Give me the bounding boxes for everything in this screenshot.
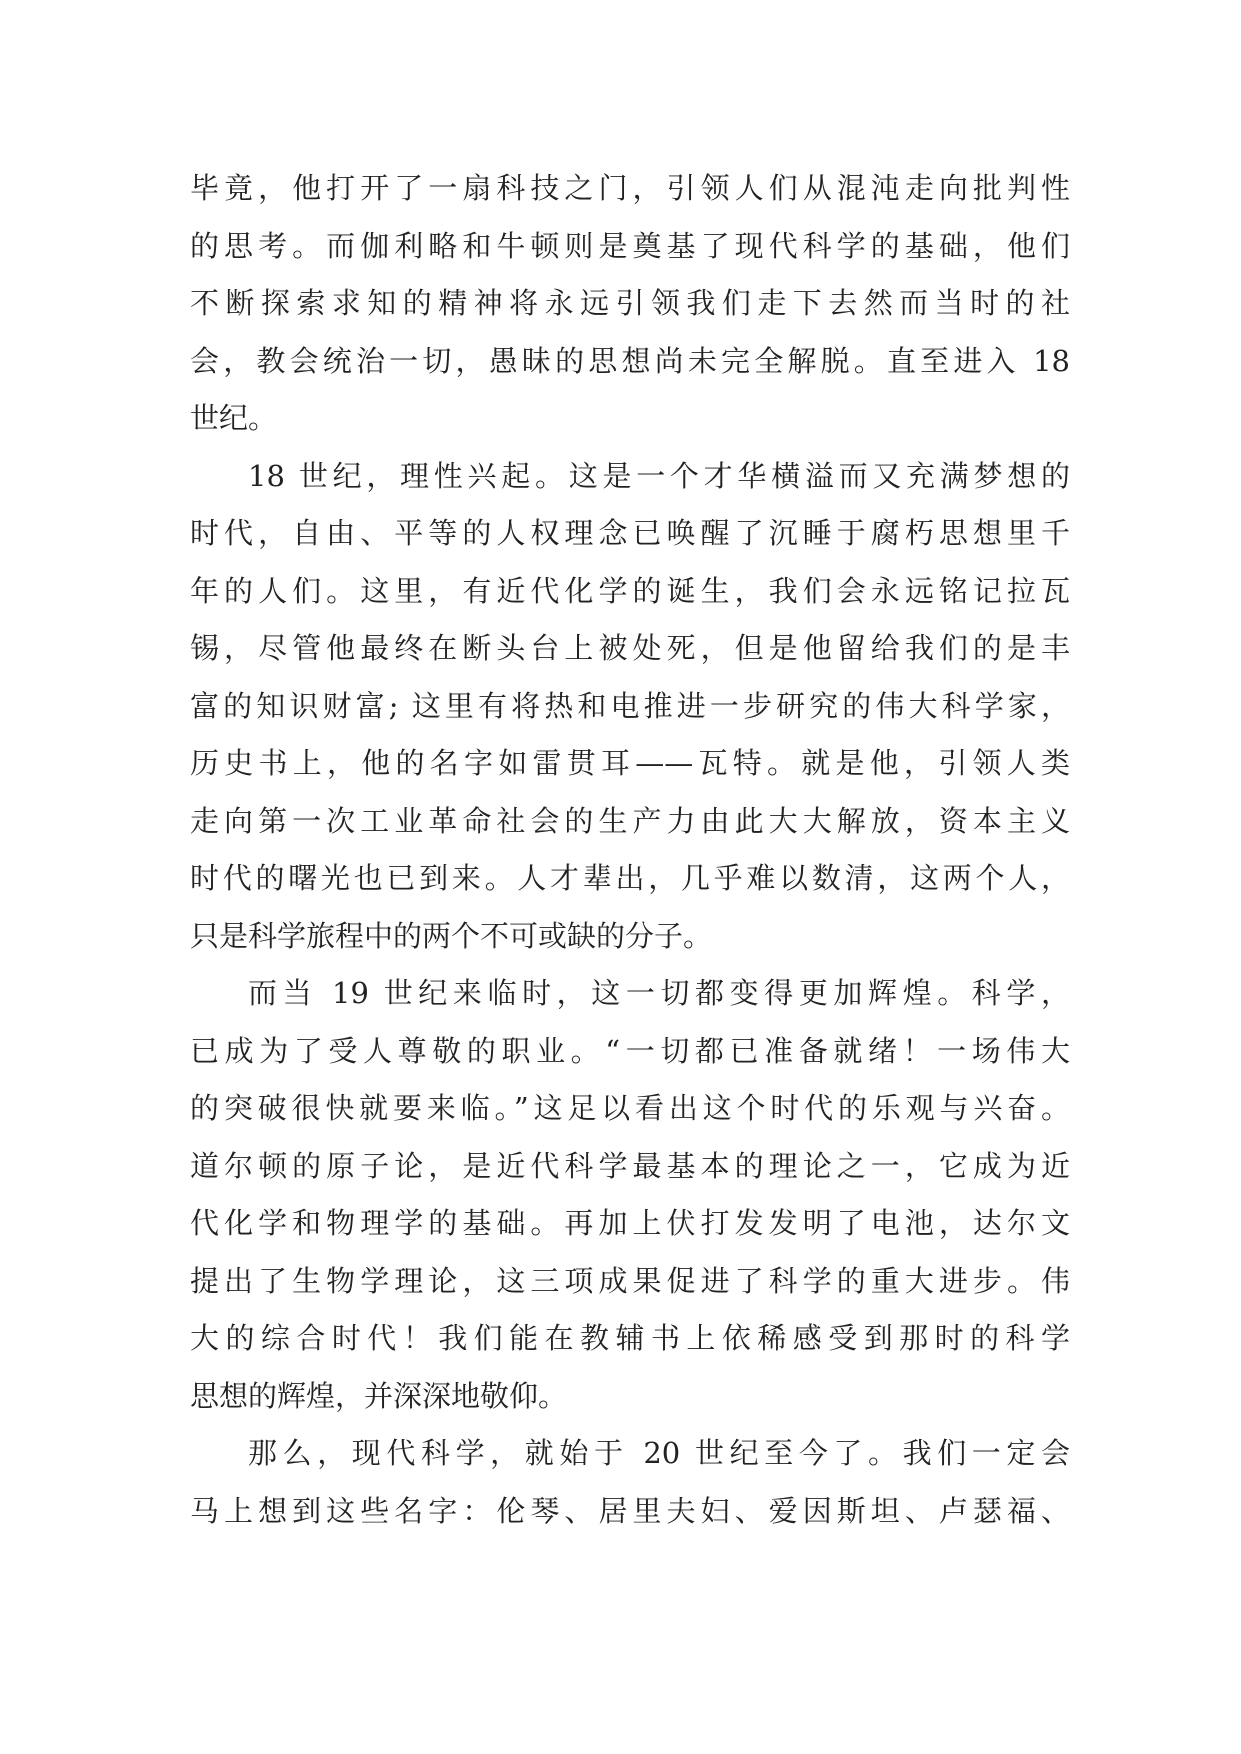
- body-text: [190, 160, 1070, 1540]
- text-line: 代化学和物理学的基础。再加上伏打发发明了电池，达尔文: [190, 1206, 1070, 1240]
- text-line: 毕竟，他打开了一扇科技之门，引领人们从混沌走向批判性: [190, 171, 1070, 205]
- text-line: 大的综合时代！我们能在教辅书上依稀感受到那时的科学: [190, 1321, 1070, 1355]
- text-line: 锡，尽管他最终在断头台上被处死，但是他留给我们的是丰: [190, 631, 1070, 665]
- text-line: 马上想到这些名字：伦琴、居里夫妇、爱因斯坦、卢瑟福、: [190, 1493, 1070, 1528]
- text-line: 那么，现代科学，就始于 20 世纪至今了。我们一定会: [248, 1436, 1070, 1470]
- text-line: 提出了生物学理论，这三项成果促进了科学的重大进步。伟: [190, 1263, 1070, 1298]
- text-line: 而当 19 世纪来临时，这一切都变得更加辉煌。科学，: [248, 976, 1070, 1010]
- text-line: 富的知识财富; 这里有将热和电推进一步研究的伟大科学家，: [190, 688, 1070, 723]
- text-line: 时代，自由、平等的人权理念已唤醒了沉睡于腐朽思想里千: [190, 516, 1070, 550]
- text-line: 18 世纪，理性兴起。这是一个才华横溢而又充满梦想的: [248, 458, 1070, 493]
- text-line: 的思考。而伽利略和牛顿则是奠基了现代科学的基础，他们: [190, 228, 1070, 263]
- text-line: 历史书上，他的名字如雷贯耳——瓦特。就是他，引领人类: [190, 746, 1070, 780]
- text-line: 不断探索求知的精神将永远引领我们走下去然而当时的社: [190, 286, 1070, 320]
- text-line: 时代的曙光也已到来。人才辈出，几乎难以数清，这两个人，: [190, 861, 1070, 895]
- text-line: 道尔顿的原子论，是近代科学最基本的理论之一，它成为近: [190, 1148, 1070, 1183]
- text-line: 世纪。: [190, 401, 278, 435]
- text-line: 走向第一次工业革命社会的生产力由此大大解放，资本主义: [190, 803, 1070, 838]
- text-line: 会，教会统治一切，愚昧的思想尚未完全解脱。直至进入 18: [190, 343, 1070, 378]
- text-line: 年的人们。这里，有近代化学的诞生，我们会永远铭记拉瓦: [190, 573, 1070, 608]
- text-line: 的突破很快就要来临。”这足以看出这个时代的乐观与兴奋。: [190, 1091, 1070, 1125]
- text-line: 只是科学旅程中的两个不可或缺的分子。: [190, 918, 713, 953]
- text-line: 思想的辉煌，并深深地敬仰。: [190, 1378, 568, 1413]
- text-line: 已成为了受人尊敬的职业。“一切都已准备就绪！一场伟大: [190, 1033, 1070, 1068]
